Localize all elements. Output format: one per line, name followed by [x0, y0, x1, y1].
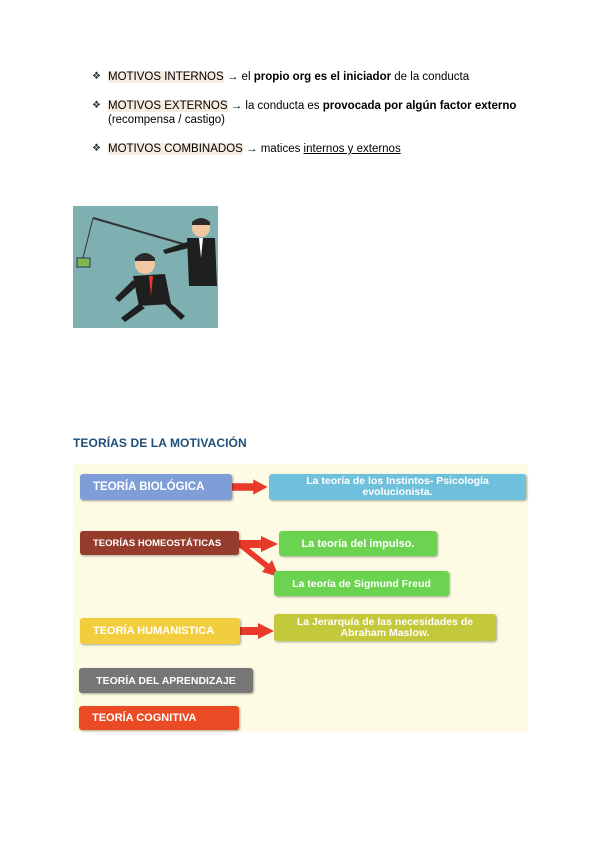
- bullet-motivos-combinados: [92, 142, 552, 156]
- illustration-graphic: [73, 206, 218, 328]
- bullet-underlined-text: internos y externos: [303, 143, 401, 155]
- teoria-freud-box: La teoría de Sigmund Freud: [274, 571, 449, 596]
- bullet-bold-text: propio org es el iniciador: [253, 71, 392, 83]
- teoria-biologica-box: TEORÍA BIOLÓGICA: [80, 474, 232, 500]
- teoria-instintos-box: La teoría de los Instintos- Psicología evolucionista.: [269, 474, 526, 500]
- teoria-maslow-box: La Jerarquía de las necesidades de Abraham Maslow.: [274, 614, 496, 641]
- diamond-bullet-icon: ❖: [92, 143, 101, 154]
- arrow-glyph: →: [230, 100, 243, 112]
- bullet-label: MOTIVOS INTERNOS: [108, 71, 224, 83]
- teoria-aprendizaje-box: TEORÍA DEL APRENDIZAJE: [79, 668, 253, 693]
- teoria-humanistica-box: TEORÍA HUMANISTICA: [80, 618, 240, 644]
- businessman-carrot-illustration: [73, 206, 218, 328]
- bullet-label: MOTIVOS COMBINADOS: [108, 143, 243, 155]
- diamond-bullet-icon: ❖: [92, 71, 101, 82]
- motive-bullet-list: [92, 70, 552, 171]
- teoria-cognitiva-box: TEORÍA COGNITIVA: [79, 706, 239, 730]
- teorias-homeostaticas-box: TEORÍAS HOMEOSTÁTICAS: [80, 531, 239, 555]
- bullet-second-line: (recompensa / castigo): [108, 114, 225, 126]
- bullet-text: matices: [257, 143, 304, 155]
- bullet-bold-text: provocada por algún factor externo: [322, 100, 517, 112]
- arrow-glyph: →: [226, 71, 239, 83]
- bullet-motivos-externos: [92, 99, 552, 127]
- theories-diagram: [73, 464, 528, 732]
- arrow-biologica: [230, 479, 268, 495]
- section-title-teorias: TEORÍAS DE LA MOTIVACIÓN: [73, 436, 247, 450]
- diamond-bullet-icon: ❖: [92, 100, 101, 111]
- bullet-motivos-internos: [92, 70, 552, 84]
- teoria-impulso-box: La teoría del impulso.: [279, 531, 437, 556]
- arrow-glyph: →: [246, 143, 258, 155]
- bullet-text: la conducta es: [242, 100, 323, 112]
- bullet-text: el: [238, 71, 254, 83]
- bullet-text-end: de la conducta: [391, 71, 470, 83]
- bullet-label: MOTIVOS EXTERNOS: [108, 100, 228, 112]
